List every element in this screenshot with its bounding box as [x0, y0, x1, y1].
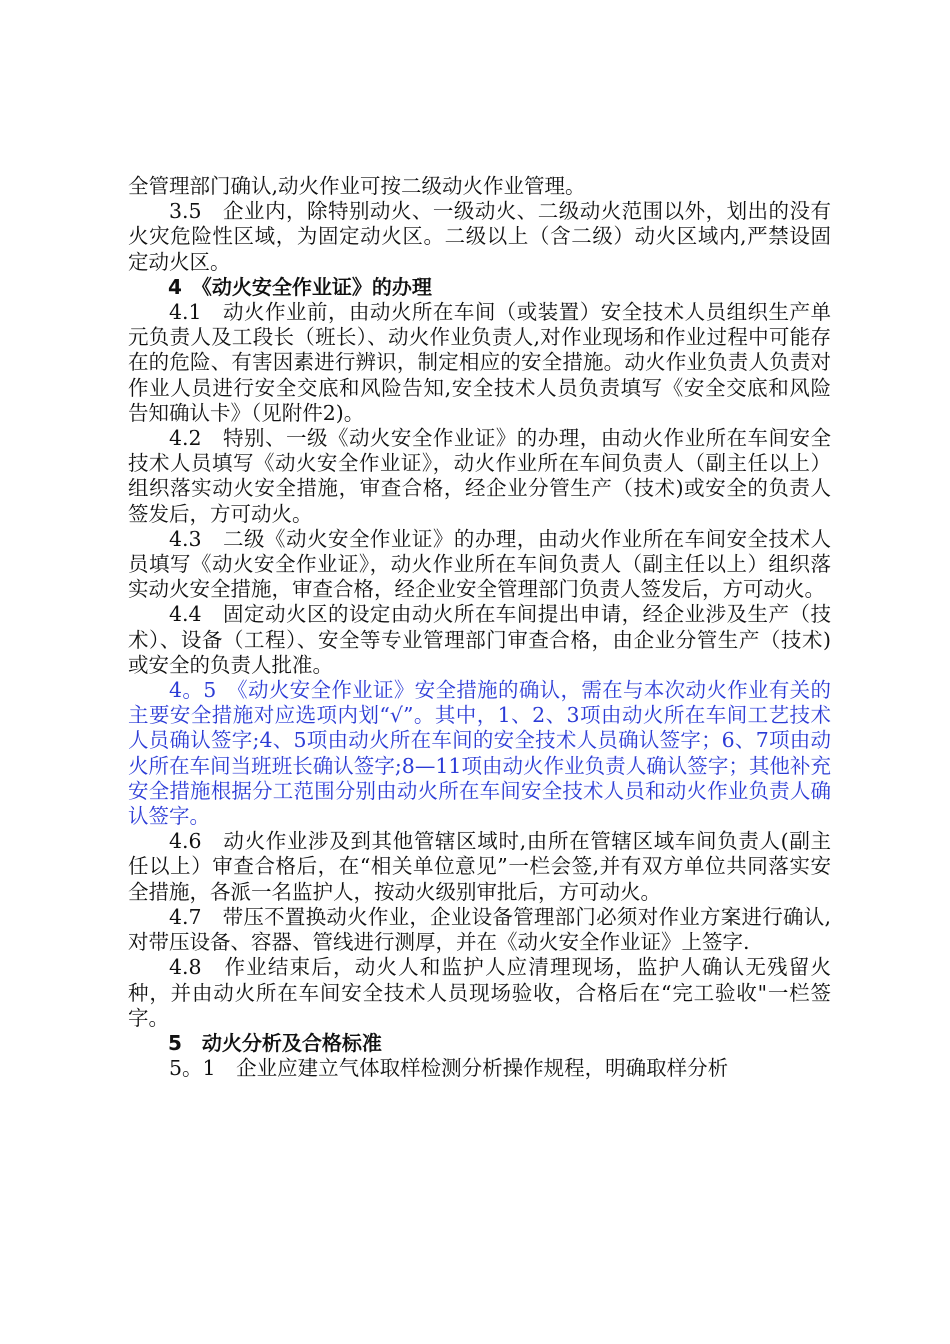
- paragraph-4-8: 4.8 作业结束后，动火人和监护人应清理现场，监护人确认无残留火种，并由动火所在车间安全技术人员现场验收，合格后在“完工验收"一栏签字。: [128, 955, 831, 1030]
- paragraph-4-6: 4.6 动火作业涉及到其他管辖区域时,由所在管辖区域车间负责人(副主任以上）审查合格后，在“相关单位意见”一栏会签,并有双方单位共同落实安全措施，各派一名监护人，按动火级别审批后，方可动火。: [128, 829, 831, 904]
- paragraph-continuation: 全管理部门确认,动火作业可按二级动火作业管理。: [128, 174, 586, 198]
- paragraph-4-2: 4.2 特别、一级《动火安全作业证》的办理，由动火作业所在车间安全技术人员填写《动火安全作业证》，动火作业所在车间负责人（副主任以上）组织落实动火安全措施，审查合格，经企业分管生产（技术)或安全的负责人签发后，方可动火。: [128, 426, 831, 526]
- paragraph-4-5-highlighted: 4。5 《动火安全作业证》安全措施的确认，需在与本次动火作业有关的主要安全措施对应选项内划“√”。其中，1、2、3项由动火所在车间工艺技术人员确认签字;4、5项由动火所在车间的安全技术人员确认签字；6、7项由动火所在车间当班班长确认签字;8—11项由动火作业负责人确认签字；其他补充安全措施根据分工范围分别由动火所在车间安全技术人员和动火作业负责人确认签字。: [128, 678, 831, 829]
- paragraph-4-3: 4.3 二级《动火安全作业证》的办理，由动火作业所在车间安全技术人员填写《动火安全作业证》，动火作业所在车间负责人（副主任以上）组织落实动火安全措施，审查合格，经企业安全管理部门负责人签发后，方可动火。: [128, 526, 831, 602]
- paragraph-4-4: 4.4 固定动火区的设定由动火所在车间提出申请，经企业涉及生产（技术）、设备（工程）、安全等专业管理部门审查合格，由企业分管生产（技术)或安全的负责人批准。: [128, 602, 831, 677]
- paragraph-3-5: 3.5 企业内，除特别动火、一级动火、二级动火范围以外，划出的没有火灾危险性区域，为固定动火区。二级以上（含二级）动火区域内,严禁设固定动火区。: [128, 199, 831, 274]
- paragraph-5-1: 5。1 企业应建立气体取样检测分析操作规程，明确取样分析: [169, 1056, 729, 1081]
- document-body: [128, 174, 831, 1081]
- section-heading-5: 5 动火分析及合格标准: [168, 1030, 382, 1055]
- paragraph-4-7: 4.7 带压不置换动火作业，企业设备管理部门必须对作业方案进行确认,对带压设备、容器、管线进行测厚，并在《动火安全作业证》上签字.: [128, 904, 831, 955]
- paragraph-4-1: 4.1 动火作业前，由动火所在车间（或装置）安全技术人员组织生产单元负责人及工段长（班长）、动火作业负责人,对作业现场和作业过程中可能存在的危险、有害因素进行辨识，制定相应的安全措施。动火作业负责人负责对作业人员进行安全交底和风险告知,安全技术人员负责填写《安全交底和风险告知确认卡》（见附件2)。: [128, 300, 831, 425]
- section-heading-4: 4 《动火安全作业证》的办理: [168, 274, 432, 299]
